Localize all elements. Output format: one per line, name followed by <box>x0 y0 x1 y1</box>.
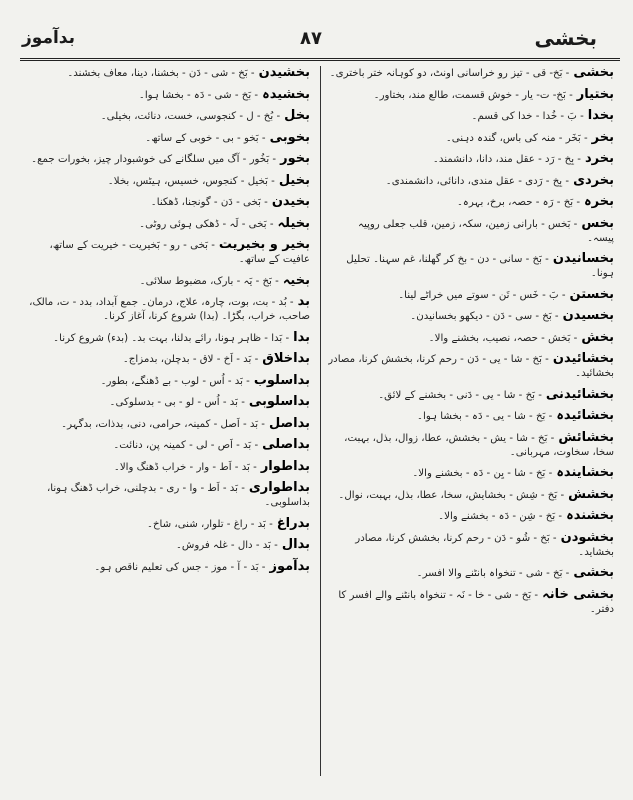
dictionary-entry <box>24 560 310 575</box>
definition: - بَد - اَخ - لاق - بدچلن، بدمزاج۔ <box>122 354 259 365</box>
definition: - بَد - دال - غلہ فروش۔ <box>175 540 278 551</box>
headword: بخر <box>591 129 614 145</box>
dictionary-entry <box>328 566 614 581</box>
dictionary-entry <box>24 417 310 432</box>
dictionary-entry <box>24 374 310 389</box>
definition: - بَد - آ - موز - جس کی تعلیم ناقص ہو۔ <box>94 561 266 573</box>
definition: - بُخ - ل - کنجوسی، خست، دنائت، بخیلی۔ <box>100 111 281 122</box>
column-separator <box>320 66 321 776</box>
dictionary-entry <box>24 131 310 146</box>
dictionary-entry <box>328 174 614 189</box>
dictionary-entry <box>328 388 614 403</box>
header-guide-word-left: بدآموز <box>22 28 76 48</box>
header-rule <box>20 58 620 61</box>
headword: بد <box>297 294 310 309</box>
definition: - بَد - اَصل - کمینہ، حرامی، دنی، بدذات، بدگہر۔ <box>61 418 265 430</box>
dictionary-entry <box>24 66 310 81</box>
dictionary-entry <box>328 109 614 124</box>
headword: بخیلہ <box>277 215 310 231</box>
page-number: ۸۷ <box>300 28 322 49</box>
headword: بخشش <box>568 486 614 502</box>
dictionary-entry <box>24 195 310 210</box>
headword: بداسلوبی <box>248 394 310 409</box>
headword: بخیدن <box>271 194 310 209</box>
headword: بخشندہ <box>566 508 614 523</box>
headword: بدا <box>293 329 310 345</box>
headword: بخشائیدنی <box>545 386 614 402</box>
right-column <box>328 66 614 781</box>
headword: بداطوار <box>260 458 310 474</box>
dictionary-entry <box>24 174 310 189</box>
dictionary-entry <box>24 88 310 103</box>
dictionary-entry <box>328 588 614 617</box>
headword: بختیار <box>576 86 614 102</box>
dictionary-entry <box>328 152 614 167</box>
headword: بخشایندہ <box>556 465 614 480</box>
definition: - بَخ - سی - دَن - دیکھو بخسانیدن۔ <box>410 311 559 322</box>
dictionary-entry <box>24 438 310 453</box>
dictionary-entry <box>328 66 614 81</box>
headword: بخشیدہ <box>262 86 310 102</box>
definition: - بَخ - شا - یِن - دَہ - بخشنے والا۔ <box>412 468 553 479</box>
headword: بداصلی <box>262 437 310 452</box>
definition: - بَ - خَس - تَن - سوتے میں خراٹے لینا۔ <box>398 289 566 301</box>
headword: بخشی <box>573 66 614 80</box>
definition: - بَخ - شی - دَن - بخشنا، دینا، معاف بخشند۔ <box>67 68 255 79</box>
definition: - بَخ - شی - دَہ - بخشا ہوا۔ <box>138 89 259 101</box>
definition: - بَخ - یَہ - بارک، مضبوط سلائی۔ <box>139 275 279 287</box>
dictionary-entry <box>24 460 310 475</box>
dictionary-entry <box>24 481 310 510</box>
headword: بداطواری <box>248 480 310 495</box>
definition: - بَخ - رَہ - حصہ، برخ، بہرہ۔ <box>456 197 581 208</box>
headword: بخشائیدن <box>552 351 614 366</box>
definition: - بَخ - شا - یی - دَن - رحم کرنا، بخشش کرنا، مصادر بخشائید۔ <box>328 354 614 379</box>
dictionary-entry <box>24 152 310 167</box>
dictionary-entry <box>328 309 614 324</box>
headword: بخشی خانہ <box>542 586 614 602</box>
dictionary-entry <box>328 131 614 146</box>
definition: - بَخو - بی - خوبی کے ساتھ۔ <box>145 132 266 144</box>
headword: بخشائیدہ <box>556 408 614 423</box>
headword: بخشودن <box>560 529 614 545</box>
header-guide-word-right: بخشی <box>534 26 597 50</box>
headword: بخور <box>280 151 310 166</box>
definition: - بَخُور - آگ میں سلگانے کی خوشبودار چیز، بخورات جمع۔ <box>31 154 277 165</box>
headword: بدآموز <box>269 558 310 574</box>
dictionary-entry <box>24 217 310 232</box>
left-column <box>24 66 310 781</box>
definition: - بِخ - رَدی - عقل مندی، دانائی، دانشمندی۔ <box>385 175 570 187</box>
headword: بخرہ <box>584 194 614 209</box>
dictionary-entry <box>328 195 614 210</box>
headword: بخسیدن <box>562 308 614 323</box>
dictionary-entry <box>24 352 310 367</box>
definition: - بَخَر - منہ کی باس، گندہ دہنی۔ <box>445 132 588 144</box>
headword: بخش <box>581 329 614 345</box>
dictionary-entry <box>24 538 310 553</box>
dictionary-entry <box>328 352 614 381</box>
headword: بخل <box>284 108 310 123</box>
definition: - بَخ - شی - خا - نَہ - تنخواہ بانٹنے والے افسر کا دفتر۔ <box>338 589 614 615</box>
definition: - بَخ - شی - تنخواہ بانٹنے والا افسر۔ <box>416 568 570 579</box>
headword: بخشی <box>573 565 614 580</box>
dictionary-entry <box>24 238 310 267</box>
definition: - بَد - اُس - لو - بی - بدسلوکی۔ <box>109 397 245 408</box>
definition: - بَد - اَص - لی - کمینہ پن، دنائت۔ <box>113 440 259 451</box>
headword: بدراغ <box>276 515 310 531</box>
definition: - بَخ - شا - یی - دَنی - بخشنے کے لائق۔ <box>378 389 542 401</box>
dictionary-entry <box>24 274 310 289</box>
dictionary-entry <box>328 217 614 246</box>
dictionary-entry <box>328 509 614 524</box>
dictionary-entry <box>328 531 614 560</box>
headword: بخس <box>581 215 614 231</box>
headword: بخدا <box>587 108 614 123</box>
headword: بخیر و بخیریت <box>218 237 310 252</box>
dictionary-entry <box>328 88 614 103</box>
definition: - بَخ - شِن - دَہ - بخشنے والا۔ <box>438 511 563 522</box>
headword: بخرد <box>584 151 614 166</box>
definition: - بَخ- ت- یار - خوش قسمت، طالع مند، بختاور۔ <box>373 89 573 101</box>
definition: - بَد - اَط - وا - ری - بدچلنی، خراب ڈھنگ ہونا، بداسلوبی۔ <box>46 483 310 508</box>
dictionary-entry <box>328 331 614 346</box>
dictionary-entry <box>24 295 310 324</box>
definition: - بَد - اُس - لوب - بے ڈھنگے، بطور۔ <box>100 375 250 387</box>
dictionary-entry <box>328 288 614 303</box>
dictionary-entry <box>24 109 310 124</box>
definition: - بَخش - حصہ، نصیب، بخشنے والا۔ <box>428 332 578 344</box>
headword: بدال <box>281 537 310 552</box>
definition: - بَخس - بارانی زمین، سکہ، زمین، قلب جعلی روپیہ پیسہ۔ <box>357 218 614 244</box>
definition: - بَخ - سانی - دن - بخ کر گھلنا، غم سہنا۔ تحلیل ہونا۔ <box>346 254 614 279</box>
dictionary-entry <box>328 252 614 281</box>
definition: - بَخیل - کنجوس، خسیس، ہیٹس، بخلا۔ <box>107 175 275 187</box>
definition: - بَخ- قی - تیز رو خراسانی اونٹ، دو کوہانہ ختر باختری۔ <box>329 68 570 79</box>
headword: بداخلاق <box>262 351 310 366</box>
definition: - بِخ - رَد - عقل مند، دانا، دانشمند۔ <box>432 154 581 165</box>
headword: بخیل <box>278 172 310 188</box>
definition: - بَخی - رو - بَخیریت - خیریت کے ساتھ، عافیت کے ساتھ۔ <box>49 240 310 265</box>
dictionary-entry <box>24 331 310 346</box>
definition: - بَخ - شا - یش - بخشش، عطا، زوال، بذل، بہبت، سخا، سخاوت، مہربانی۔ <box>344 432 614 458</box>
headword: بخردی <box>573 172 614 188</box>
definition: - بَخی - لَہ - ڈھکی ہوئی روٹی۔ <box>139 218 274 230</box>
definition: - بَدا - ظاہر ہونا، رائے بدلنا، بہت بد۔ (بدء) شروع کرنا۔ <box>53 332 290 344</box>
headword: بخیہ <box>282 272 310 288</box>
headword: بخوبی <box>269 129 310 145</box>
headword: بداسلوب <box>253 372 310 388</box>
page-header <box>0 18 633 58</box>
headword: بخشیدن <box>258 66 310 80</box>
dictionary-entry <box>328 409 614 424</box>
dictionary-entry <box>24 395 310 410</box>
definition: - بَخ - شِش - بخشایش، سخا، عطا، بذل، بہبت، نوال۔ <box>338 489 565 501</box>
dictionary-entry <box>24 517 310 532</box>
dictionary-entry <box>328 466 614 481</box>
definition: - بَد - اَط - وار - خراب ڈھنگ والا۔ <box>113 461 257 473</box>
dictionary-entry <box>328 431 614 460</box>
definition: - بَد - راغ - تلوار، شنی، شاخ۔ <box>146 518 273 530</box>
dictionary-entry <box>328 488 614 503</box>
headword: بداصل <box>268 415 310 431</box>
definition: - بَخ - شُو - دَن - رحم کرنا، بخشش کرنا، مصادر بخشاید۔ <box>355 532 614 558</box>
definition: - بَ - خُدا - خدا کی قسم۔ <box>471 111 584 122</box>
definition: - بَخ - شا - یی - دَہ - بخشا ہوا۔ <box>417 411 553 422</box>
headword: بخشائش <box>558 429 614 445</box>
headword: بخسانیدن <box>552 251 614 266</box>
definition: - بَخی - دَن - گونجنا، ڈھکنا۔ <box>150 197 268 208</box>
headword: بخستن <box>569 286 614 302</box>
definition: - بُد - بت، بوت، چارہ، علاج، درمان۔ جمع آبداد، بدد - ت، مالک، صاحب، خراب، بگڑا۔ (بدا) شروع کرنا، آغاز کرنا۔ <box>29 297 310 322</box>
